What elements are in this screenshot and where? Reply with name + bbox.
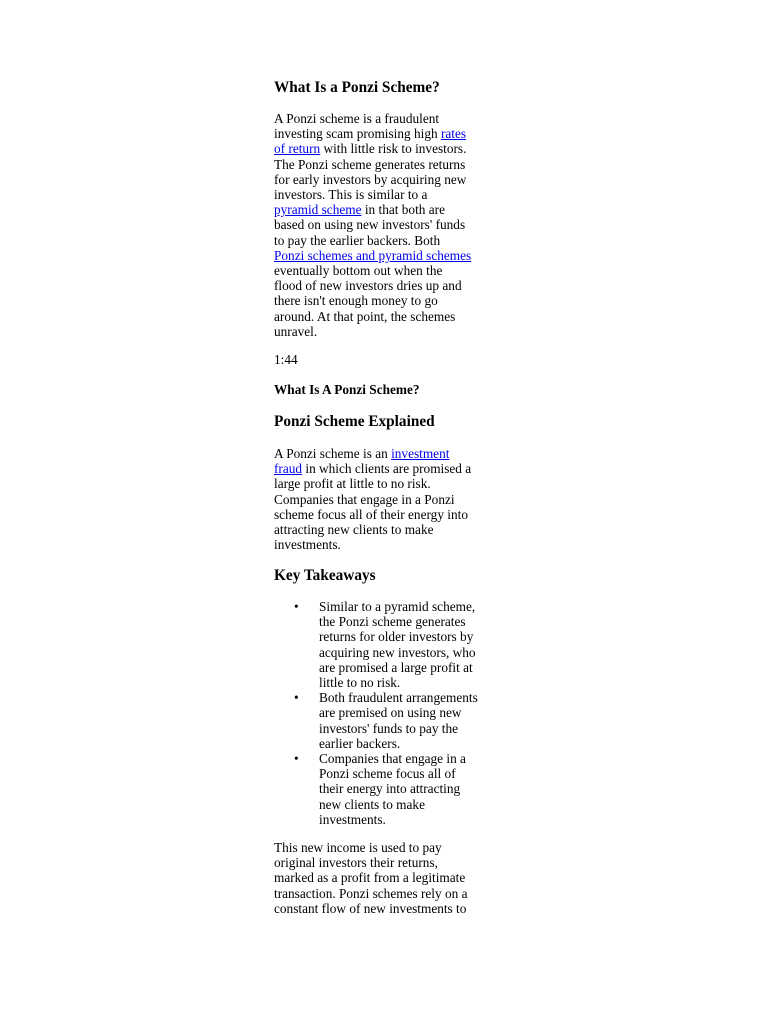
text-run: constant flow of new investments to <box>274 900 467 916</box>
explained-line <box>274 476 506 491</box>
intro-line <box>274 293 506 308</box>
list-item-line: Similar to a pyramid scheme, <box>319 599 476 614</box>
explained-line <box>274 507 506 522</box>
intro-line <box>274 248 506 263</box>
list-item <box>274 690 506 751</box>
inline-link[interactable]: investment <box>391 446 450 461</box>
explained-line <box>274 492 506 507</box>
text-run: based on using new investors' funds <box>274 217 466 233</box>
text-run: original investors their returns, <box>274 855 438 871</box>
intro-line <box>274 141 506 156</box>
list-item <box>274 599 506 690</box>
key-takeaways-list <box>274 599 506 827</box>
intro-line <box>274 126 506 141</box>
text-run: A Ponzi scheme is an <box>274 446 392 461</box>
intro-paragraph <box>274 111 506 339</box>
list-item-line: investments. <box>319 811 386 827</box>
list-item-line: Companies that engage in a <box>319 751 466 767</box>
text-run: investing scam promising high <box>274 126 441 142</box>
intro-line <box>274 233 506 248</box>
list-item-line: investors' funds to pay the <box>319 720 459 736</box>
text-run: transaction. Ponzi schemes rely on a <box>274 885 468 901</box>
list-item-line: Ponzi scheme focus all of <box>319 766 456 782</box>
text-run: flood of new investors dries up and <box>274 278 462 294</box>
list-item-line: returns for older investors by <box>319 629 474 645</box>
closing-paragraph <box>274 840 506 916</box>
bullet-icon: • <box>294 690 299 706</box>
closing-line <box>274 886 506 901</box>
text-run: with little risk to investors. <box>320 141 467 157</box>
text-run: This new income is used to pay <box>274 840 442 855</box>
text-run: for early investors by acquiring new <box>274 171 467 187</box>
intro-line <box>274 263 506 278</box>
text-run: eventually bottom out when the <box>274 263 443 279</box>
inline-link[interactable]: Ponzi schemes and pyramid schemes <box>274 247 472 263</box>
video-title: What Is A Ponzi Scheme? <box>274 382 420 397</box>
list-item-line: new clients to make <box>319 796 425 812</box>
inline-link[interactable]: fraud <box>274 461 303 477</box>
text-run: unravel. <box>274 323 318 339</box>
list-item-line: little to no risk. <box>319 675 401 691</box>
explained-line <box>274 446 506 461</box>
intro-line <box>274 324 506 339</box>
inline-link[interactable]: of return <box>274 141 321 157</box>
text-run: investors. This is similar to a <box>274 187 428 203</box>
intro-line <box>274 217 506 232</box>
intro-line <box>274 111 506 126</box>
closing-line <box>274 901 506 916</box>
closing-line <box>274 870 506 885</box>
list-item <box>274 751 506 827</box>
list-item-line: are promised a large profit at <box>319 659 473 675</box>
section-heading-explained: Ponzi Scheme Explained <box>274 413 435 430</box>
list-item-line: their energy into attracting <box>319 781 461 797</box>
intro-line <box>274 309 506 324</box>
bullet-icon: • <box>294 751 299 767</box>
explained-line <box>274 537 506 552</box>
intro-line <box>274 278 506 293</box>
text-run: marked as a profit from a legitimate <box>274 870 466 886</box>
explained-line <box>274 461 506 476</box>
text-run: in that both are <box>361 202 445 218</box>
text-run: attracting new clients to make <box>274 522 434 538</box>
section-heading-takeaways: Key Takeaways <box>274 567 376 584</box>
text-run: around. At that point, the schemes <box>274 308 456 324</box>
inline-link[interactable]: rates <box>440 126 467 142</box>
closing-line <box>274 855 506 870</box>
text-run: in which clients are promised a <box>302 461 472 477</box>
text-run: Companies that engage in a Ponzi <box>274 491 455 507</box>
text-run: large profit at little to no risk. <box>274 476 431 492</box>
closing-line <box>274 840 506 855</box>
text-run: investments. <box>274 537 341 553</box>
explained-paragraph <box>274 446 506 552</box>
intro-line <box>274 202 506 217</box>
explained-line <box>274 522 506 537</box>
video-duration: 1:44 <box>274 352 298 367</box>
list-item-line: the Ponzi scheme generates <box>319 614 466 630</box>
list-item-line: are premised on using new <box>319 705 462 721</box>
list-item-line: earlier backers. <box>319 735 401 751</box>
bullet-icon: • <box>294 599 299 614</box>
text-run: A Ponzi scheme is a fraudulent <box>274 111 440 126</box>
intro-line <box>274 172 506 187</box>
inline-link[interactable]: pyramid scheme <box>274 202 362 218</box>
article-title: What Is a Ponzi Scheme? <box>274 79 440 96</box>
text-run: scheme focus all of their energy into <box>274 506 468 522</box>
list-item-line: acquiring new investors, who <box>319 644 476 660</box>
intro-line <box>274 187 506 202</box>
text-run: The Ponzi scheme generates returns <box>274 156 466 172</box>
text-run: to pay the earlier backers. Both <box>274 232 441 248</box>
list-item-line: Both fraudulent arrangements <box>319 690 478 706</box>
text-run: there isn't enough money to go <box>274 293 438 309</box>
intro-line <box>274 157 506 172</box>
